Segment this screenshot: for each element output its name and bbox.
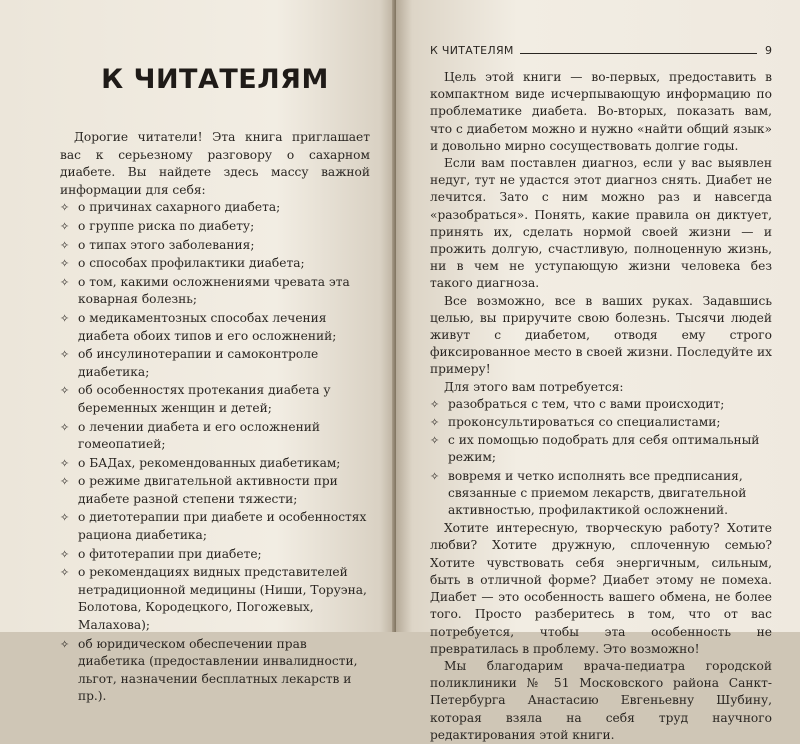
diamond-bullet-icon: ✧ xyxy=(60,275,70,289)
diamond-bullet-icon: ✧ xyxy=(60,475,70,489)
diamond-bullet-icon: ✧ xyxy=(60,456,70,470)
diamond-bullet-icon: ✧ xyxy=(430,416,440,430)
list-item: ✧ о группе риска по диабету; xyxy=(60,218,370,236)
list-item: ✧ разобраться с тем, что с вами происходит; xyxy=(430,396,772,413)
list-item: ✧ о режиме двигательной активности при диабете разной степени тяжести; xyxy=(60,474,338,506)
list-item: ✧ об инсулинотерапии и самоконтроле диабетика; xyxy=(60,347,319,379)
running-head-rule xyxy=(520,53,757,54)
diamond-bullet-icon: ✧ xyxy=(60,566,70,580)
diamond-bullet-icon: ✧ xyxy=(430,397,440,411)
list-item: ✧ о типах этого заболевания; xyxy=(60,237,370,255)
list-item: ✧ о способах профилактики диабета; xyxy=(60,255,370,273)
list-item: ✧ об особенностях протекания диабета у беременных женщин и детей; xyxy=(60,383,331,415)
diamond-bullet-icon: ✧ xyxy=(60,547,70,561)
right-bullet-list xyxy=(430,396,772,519)
paragraph: Если вам поставлен диагноз, если у вас выявлен недуг, тут не удастся этот диагноз снять. Диабет не лечится. Зато с ним можно раз и навсегда «разобраться». Понять, какие правила он диктует, принять их, сделать нормой своей жизни — и прожить долгую, счастливую, полноценную жизнь, ни в чем не уступающую жизни человека без такого диагноза. xyxy=(430,156,772,291)
diamond-bullet-icon: ✧ xyxy=(60,511,70,525)
paragraph: Все возможно, все в ваших руках. Задавшись целью, вы приручите свою болезнь. Тысячи людей живут с диабетом, отводя ему строго фиксированное место в своей жизни. Последуйте их примеру! xyxy=(430,293,772,377)
list-item: ✧ о медикаментозных способах лечения диабета обоих типов и его осложнений; xyxy=(60,310,337,343)
paragraph: Цель этой книги — во-первых, предоставить в компактном виде исчерпывающую информацию по проблематике диабета. Во-вторых, показать вам, что с диабетом можно и нужно «найти общий язык» и довольно мирно сосуществовать долгие годы. xyxy=(430,70,772,153)
list-item: ✧ с их помощью подобрать для себя оптимальный режим; xyxy=(430,433,760,465)
list-item: ✧ вовремя и четко исполнять все предписания, связанные с приемом лекарств, двигательной активностью, профилактикой осложнений. xyxy=(430,468,747,518)
right-page xyxy=(396,0,800,742)
intro-paragraph: Дорогие читатели! Эта книга приглашает вас к серьезному разговору о сахарном диабете. Вы найдете здесь массу важной информации для себя: xyxy=(60,130,370,197)
diamond-bullet-icon: ✧ xyxy=(60,219,70,233)
paragraph: Хотите интересную, творческую работу? Хотите любви? Хотите дружную, сплоченную семью? Хотите чувствовать себя энергичным, сильным, быть в отличной форме? Диабет этому не помеха. Диабет — это особенность вашего обмена, не более того. Просто разберитесь в том, что от вас потребуется, чтобы эта особенность не превратилась в проблему. Это возможно! xyxy=(430,521,772,656)
chapter-title: К ЧИТАТЕЛЯМ xyxy=(101,64,329,95)
diamond-bullet-icon: ✧ xyxy=(60,201,70,215)
diamond-bullet-icon: ✧ xyxy=(60,257,70,271)
diamond-bullet-icon: ✧ xyxy=(60,238,70,252)
diamond-bullet-icon: ✧ xyxy=(60,420,70,434)
diamond-bullet-icon: ✧ xyxy=(60,384,70,398)
left-page xyxy=(0,0,396,704)
list-item: ✧ об юридическом обеспечении прав диабетика (предоставлении инвалидности, льгот, назначении бесплатных лекарств и пр.). xyxy=(60,636,358,704)
list-item: ✧ проконсультироваться со специалистами; xyxy=(430,414,772,431)
left-bullet-list xyxy=(60,199,370,706)
list-item: ✧ о БАДах, рекомендованных диабетикам; xyxy=(60,455,370,473)
paragraph: Мы благодарим врача-педиатра городской поликлиники № 51 Московского района Санкт-Петербурга Анастасию Евгеньевну Шубину, которая взяла на себя труд научного редактирования этой книги. xyxy=(430,658,772,742)
running-head-title: К ЧИТАТЕЛЯМ xyxy=(430,44,514,57)
diamond-bullet-icon: ✧ xyxy=(430,469,440,483)
list-item: ✧ о фитотерапии при диабете; xyxy=(60,546,370,564)
list-item: ✧ о рекомендациях видных представителей нетрадиционной медицины (Ниши, Торуэна, Болотова, Кородецкого, Погожевых, Малахова); xyxy=(60,565,367,633)
diamond-bullet-icon: ✧ xyxy=(430,434,440,448)
list-item: ✧ о диетотерапии при диабете и особенностях рациона диабетика; xyxy=(60,510,367,543)
diamond-bullet-icon: ✧ xyxy=(60,637,70,651)
running-head xyxy=(430,44,772,57)
paragraph: Для этого вам потребуется: xyxy=(444,379,624,394)
list-item: ✧ о том, какими осложнениями чревата эта коварная болезнь; xyxy=(60,274,350,307)
list-item: ✧ о лечении диабета и его осложнений гомеопатией; xyxy=(60,419,320,452)
list-item: ✧ о причинах сахарного диабета; xyxy=(60,199,370,217)
diamond-bullet-icon: ✧ xyxy=(60,348,70,362)
diamond-bullet-icon: ✧ xyxy=(60,311,70,325)
page-number: 9 xyxy=(765,44,772,57)
